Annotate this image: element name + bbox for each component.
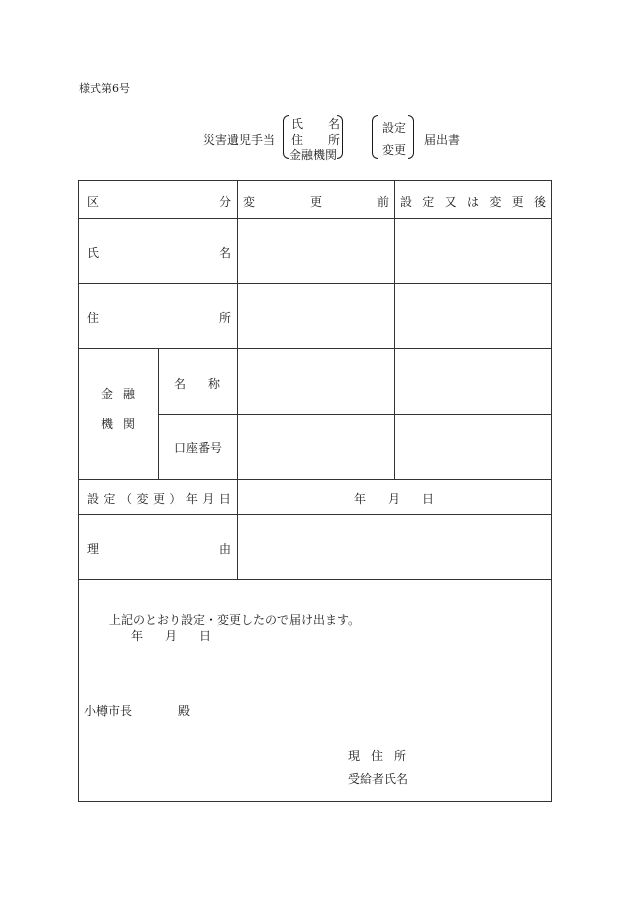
reason-field[interactable] [238, 515, 552, 579]
name-before-field[interactable] [238, 219, 394, 283]
row-label-date: 設 定 （ 変 更 ） 年 月 日 [87, 492, 231, 506]
title-option-bank: 金融機関 [289, 148, 338, 162]
declaration-date[interactable]: 年 月 日 [131, 629, 211, 643]
sub-label-account-number: 口座番号 [174, 441, 223, 455]
declaration-statement: 上記のとおり設定・変更したので届け出ます。 [109, 613, 361, 627]
left-bracket [372, 115, 378, 159]
title-option-setting: 設定 [382, 121, 407, 135]
title-suffix: 届出書 [424, 133, 461, 147]
name-after-field[interactable] [395, 219, 552, 283]
header-category: 区 分 [87, 195, 231, 209]
title-option-change: 変更 [382, 143, 407, 157]
title-option-name-part2: 名 [328, 117, 341, 131]
date-value[interactable]: 年 月 日 [354, 492, 434, 506]
addressee-mayor: 小樽市長 [84, 704, 133, 718]
right-bracket [408, 115, 414, 159]
address-before-field[interactable] [238, 284, 394, 348]
form-number: 様式第6号 [79, 82, 130, 95]
bank-name-before-field[interactable] [238, 349, 394, 414]
row-divider [79, 579, 552, 580]
header-after-change: 設 定 又 は 変 更 後 [400, 195, 546, 209]
title-prefix: 災害遺児手当 [203, 133, 276, 147]
addressee-honorific: 殿 [178, 704, 191, 718]
account-number-after-field[interactable] [395, 415, 552, 479]
row-label-address: 住 所 [87, 311, 231, 325]
row-label-reason: 理 由 [87, 542, 231, 556]
sub-label-bank-name: 名 称 [174, 377, 220, 391]
title-option-name-part1: 氏 [291, 117, 304, 131]
applicant-name-label: 受給者氏名 [348, 772, 409, 786]
row-label-bank-line2: 機 関 [101, 417, 135, 431]
title-option-address-part1: 住 [291, 133, 304, 147]
address-after-field[interactable] [395, 284, 552, 348]
row-label-bank-line1: 金 融 [101, 387, 135, 401]
header-before-change: 変 更 前 [243, 195, 389, 209]
applicant-address-label: 現 住 所 [348, 749, 406, 763]
row-divider [79, 479, 552, 480]
account-number-before-field[interactable] [238, 415, 394, 479]
title-option-address-part2: 所 [328, 133, 341, 147]
form-table [78, 180, 552, 802]
bank-name-after-field[interactable] [395, 349, 552, 414]
column-divider [158, 348, 159, 479]
row-label-name: 氏 名 [87, 246, 231, 260]
